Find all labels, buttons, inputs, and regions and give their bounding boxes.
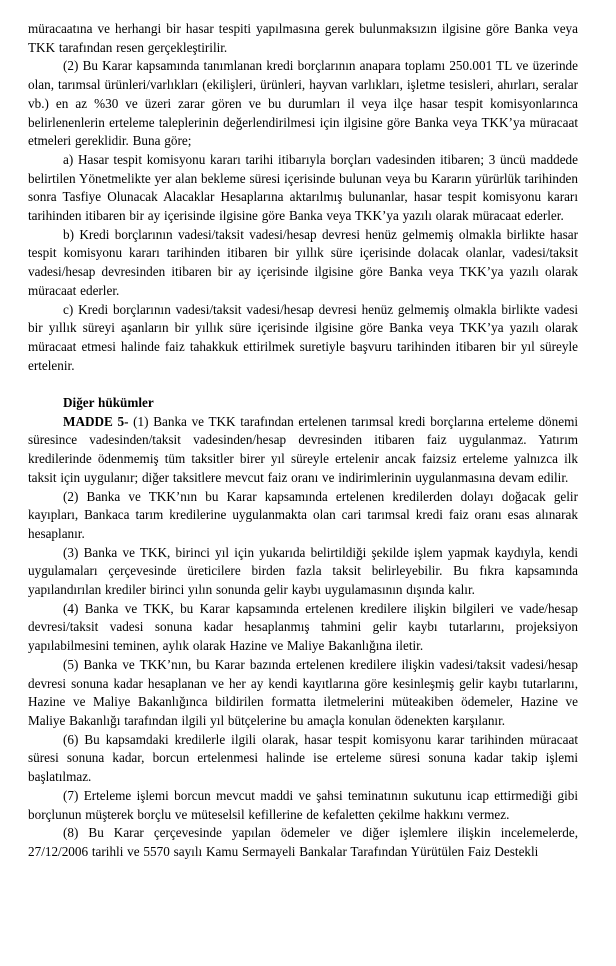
document-text	[28, 20, 578, 862]
paragraph: (6) Bu kapsamdaki kredilerle ilgili olarak, hasar tespit komisyonu karar tarihinden müracaat süresi sonuna kadar, borcun ertelenmesi halinde ise erteleme süresi sonuna kadar takip işlemi başlatılmaz.	[28, 731, 578, 785]
article-number: MADDE 5-	[63, 413, 129, 429]
paragraph: a) Hasar tespit komisyonu kararı tarihi itibarıyla borçları vadesinden itibaren; 3 üncü maddede belirtilen Yönetmelikte yer alan bekleme süresi içerisinde bulunan veya bu Kararın yürürlük tarihinden sonra Tasfiye Olunacak Alacaklar Hesaplarına aktarılmış bulunanlar, hasar tespit komisyonu kararı tarihinden itibaren bir ay içerisinde ilgisine göre Banka veya TKK’ya yazılı olarak müracaat ederler.	[28, 151, 578, 224]
paragraph: MADDE 5- (1) Banka ve TKK tarafından ertelenen tarımsal kredi borçlarına erteleme dönemi süresince vadesinden/taksit vadesinden/hesap devresinden itibaren faiz uygulanmaz. Yatırım kredilerinde ödenmemiş tüm taksitler birer yıl süreyle ertelenir ancak faizsiz erteleme yalnızca ilk taksit için uygulanır; diğer taksitlere mevcut faiz oranı ve indirimlerinin uygulanmasına devam edilir.	[28, 413, 578, 485]
paragraph: müracaatına ve herhangi bir hasar tespiti yapılmasına gerek bulunmaksızın ilgisine göre Banka veya TKK tarafından resen gerçekleştirilir.	[28, 21, 578, 55]
paragraph: (3) Banka ve TKK, birinci yıl için yukarıda belirtildiği şekilde işlem yapmak kaydıyla, kendi uygulamaları çerçevesinde üreticilere birden fazla taksit belirleyebilir. Bu fıkra kapsamında yapılandırılan krediler birinci yılın sonunda gelir kaybı uygulamasının dışında kalır.	[28, 544, 578, 598]
paragraph: b) Kredi borçlarının vadesi/taksit vadesi/hesap devresi henüz gelmemiş olmakla birlikte hasar tespit komisyonu kararı tarihinden itibaren bir yıllık süre içerisinde dolacak olanlar, vadesi/taksit vadesi/hesap devresinden itibaren bir ay içerisinde ilgisine göre Banka veya TKK’ya yazılı olarak müracaat ederler.	[28, 226, 578, 298]
paragraph: (8) Bu Karar çerçevesinde yapılan ödemeler ve diğer işlemlere ilişkin incelemelerde, 27/12/2006 tarihli ve 5570 sayılı Kamu Sermayeli Bankalar Tarafından Yürütülen Faiz Destekli	[28, 825, 578, 859]
section-heading: Diğer hükümler	[63, 395, 154, 411]
paragraph: (2) Banka ve TKK’nın bu Karar kapsamında ertelenen kredilerden dolayı doğacak gelir kayıpları, Bankaca tarım kredilerine uygulanmakta olan cari tarımsal kredi faiz oranı esas alınarak hesaplanır.	[28, 488, 578, 541]
paragraph: (4) Banka ve TKK, bu Karar kapsamında ertelenen kredilere ilişkin bilgileri ve vade/hesap devresi/taksit vadesi sonuna kadar hesaplanmış tahmini gelir kaybı tutarlarını, projeksiyon yapılabilmesini teminen, aylık olarak Hazine ve Maliye Bakanlığına iletir.	[28, 600, 578, 654]
paragraph: (2) Bu Karar kapsamında tanımlanan kredi borçlarının anapara toplamı 250.001 TL ve üzerinde olan, tarımsal ürünleri/varlıkları (ekilişleri, ürünleri, hayvan varlıkları, işletme tesisleri, ahırları, seralar vb.) en az %30 ve üzeri zarar gören ve bu durumları il veya ilçe hasar tespit komisyonlarınca belirlenenlerin erteleme taleplerinin değerlendirilmesi için ilgisine göre Banka veya TKK’ya müracaat etmeleri gereklidir. Buna göre;	[28, 58, 578, 149]
paragraph: c) Kredi borçlarının vadesi/taksit vadesi/hesap devresi henüz gelmemiş olmakla birlikte vadesi bir yıllık süreyi aşanların bir yıllık süre içerisinde ilgisine göre Banka veya TKK’ya yazılı olarak müracaat etmesi halinde faiz tahakkuk ettirilmek suretiyle başvuru tarihinden itibaren bir yıl süreyle ertelenir.	[28, 301, 578, 373]
paragraph: (7) Erteleme işlemi borcun mevcut maddi ve şahsi teminatının sukutunu icap ettirmediği gibi borçlunun müşterek borçlu ve müteselsil kefillerine de kefaletten çekilme hakkını vermez.	[28, 787, 578, 822]
paragraph: (5) Banka ve TKK’nın, bu Karar bazında ertelenen kredilere ilişkin vadesi/taksit vadesi/hesap devresi sonuna kadar hesaplanan ve her ay kendi kayıtlarına göre kesinleşmiş gelir kaybı tutarlarını, Hazine ve Maliye Bakanlığınca bildirilen formatta iletmelerini müteakiben ödemeler, Hazine ve Maliye Bakanlığı tarafından ilgili yıl bütçelerine bu amaçla konulan ödenekten karşılanır.	[28, 656, 578, 728]
